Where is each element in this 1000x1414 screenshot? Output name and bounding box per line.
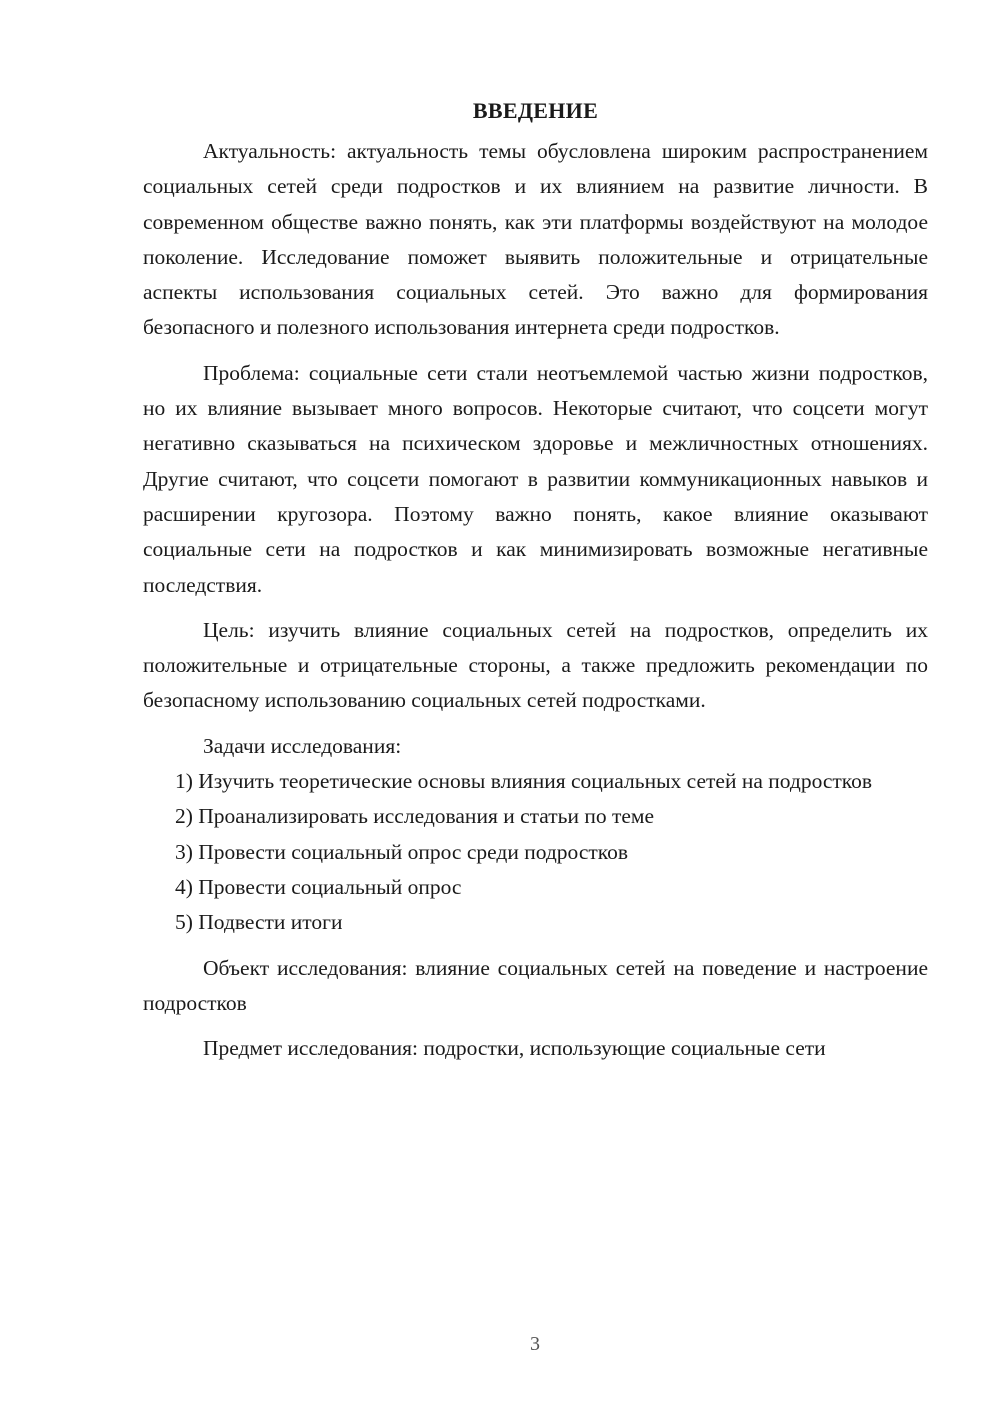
list-item: 3) Провести социальный опрос среди подростков bbox=[175, 839, 629, 864]
paragraph-relevance: Актуальность: актуальность темы обусловлена широким распространением социальных сетей среди подростков и их влиянием на развитие личности. В современном обществе важно понять, как эти платформы воздействуют на молодое поколение. Исследование поможет выявить положительные и отрицательные аспекты использования социальных сетей. Это важно для формирования безопасного и полезного использования интернета среди подростков. bbox=[143, 139, 928, 340]
tasks-list bbox=[143, 764, 928, 940]
paragraph-object: Объект исследования: влияние социальных сетей на поведение и настроение подростков bbox=[143, 955, 928, 1015]
list-item: 2) Проанализировать исследования и статьи по теме bbox=[175, 804, 655, 829]
list-item: 4) Провести социальный опрос bbox=[175, 874, 462, 899]
list-item: 1) Изучить теоретические основы влияния социальных сетей на подростков bbox=[175, 769, 873, 794]
paragraph-subject: Предмет исследования: подростки, использующие социальные сети bbox=[203, 1036, 826, 1061]
page-number: 3 bbox=[530, 1333, 540, 1355]
paragraph-goal: Цель: изучить влияние социальных сетей на подростков, определить их положительные и отрицательные стороны, а также предложить рекомендации по безопасному использованию социальных сетей подростками. bbox=[143, 617, 928, 713]
document-page bbox=[143, 94, 928, 1066]
paragraph-problem: Проблема: социальные сети стали неотъемлемой частью жизни подростков, но их влияние вызывает много вопросов. Некоторые считают, что соцсети могут негативно сказываться на психическом здоровье и межличностных отношениях. Другие считают, что соцсети помогают в развитии коммуникационных навыков и расширении кругозора. Поэтому важно понять, какое влияние оказывают социальные сети на подростков и как минимизировать возможные негативные последствия. bbox=[143, 360, 928, 597]
tasks-heading: Задачи исследования: bbox=[203, 733, 402, 758]
list-item: 5) Подвести итоги bbox=[175, 910, 343, 935]
page-title: ВВЕДЕНИЕ bbox=[472, 98, 599, 123]
